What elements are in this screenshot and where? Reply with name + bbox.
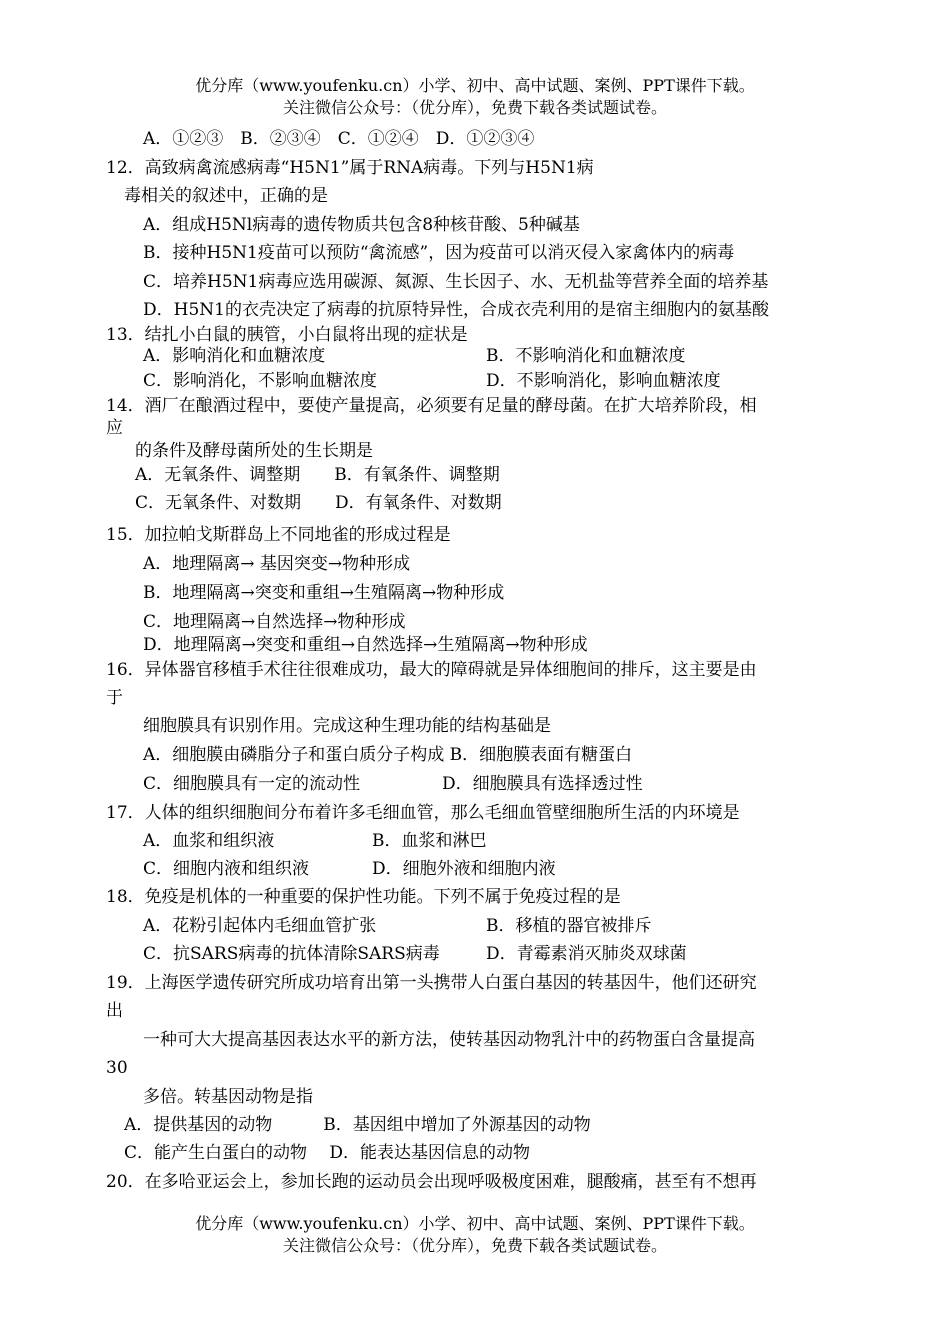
q14-stem-cont: 的条件及酵母菌所处的生长期是 — [135, 441, 373, 461]
q15-option-b: B．地理隔离→突变和重组→生殖隔离→物种形成 — [143, 583, 505, 603]
page-footer-line2: 关注微信公众号：（优分库），免费下载各类试题试卷。 — [282, 1236, 667, 1255]
q15-option-a: A．地理隔离→ 基因突变→物种形成 — [143, 554, 411, 574]
q18-stem: 18．免疫是机体的一种重要的保护性功能。下列不属于免疫过程的是 — [106, 887, 621, 907]
q18-option-a: A．花粉引起体内毛细血管扩张 — [143, 916, 377, 936]
q12-option-a: A．组成H5Nl病毒的遗传物质共包含8种核苷酸、5种碱基 — [143, 215, 580, 235]
q17-option-a: A．血浆和组织液 — [143, 831, 275, 851]
q19-stem-wrap: 出 — [106, 1001, 123, 1021]
q16-stem-cont: 细胞膜具有识别作用。完成这种生理功能的结构基础是 — [143, 716, 551, 736]
q15-option-d: D．地理隔离→突变和重组→自然选择→生殖隔离→物种形成 — [143, 635, 588, 655]
q13-option-b: B．不影响消化和血糖浓度 — [486, 346, 686, 366]
q16-options-ab: A．细胞膜由磷脂分子和蛋白质分子构成 B．细胞膜表面有糖蛋白 — [143, 745, 633, 765]
q20-stem: 20．在多哈亚运会上，参加长跑的运动员会出现呼吸极度困难，腿酸痛，甚至有不想再 — [106, 1172, 757, 1192]
page-header-line2: 关注微信公众号：（优分库），免费下载各类试题试卷。 — [282, 98, 667, 117]
q13-option-d: D．不影响消化，影响血糖浓度 — [486, 371, 721, 391]
q18-option-c: C．抗SARS病毒的抗体清除SARS病毒 — [143, 944, 440, 964]
q14-options-cd: C．无氧条件、对数期 D．有氧条件、对数期 — [135, 493, 502, 513]
q12-option-b: B．接种H5N1疫苗可以预防“禽流感”，因为疫苗可以消灭侵入家禽体内的病毒 — [143, 243, 735, 263]
q17-stem: 17．人体的组织细胞间分布着许多毛细血管，那么毛细血管壁细胞所生活的内环境是 — [106, 803, 740, 823]
q17-option-b: B．血浆和淋巴 — [372, 831, 487, 851]
q15-stem: 15．加拉帕戈斯群岛上不同地雀的形成过程是 — [106, 525, 451, 545]
q12-option-d: D．H5N1的衣壳决定了病毒的抗原特异性，合成衣壳利用的是宿主细胞内的氨基酸 — [143, 300, 769, 320]
q13-stem: 13．结扎小白鼠的胰管，小白鼠将出现的症状是 — [106, 325, 468, 345]
q17-option-d: D．细胞外液和细胞内液 — [372, 859, 556, 879]
q19-options-cd: C．能产生白蛋白的动物 D．能表达基因信息的动物 — [124, 1143, 531, 1163]
q18-option-b: B．移植的器官被排斥 — [486, 916, 652, 936]
q19-stem: 19．上海医学遗传研究所成功培育出第一头携带人白蛋白基因的转基因牛，他们还研究 — [106, 973, 757, 993]
q14-stem: 14．酒厂在酿酒过程中，要使产量提高，必须要有足量的酵母菌。在扩大培养阶段，相 — [106, 396, 757, 416]
q12-option-c: C．培养H5N1病毒应选用碳源、氮源、生长因子、水、无机盐等营养全面的培养基 — [143, 272, 769, 292]
q16-stem: 16．异体器官移植手术往往很难成功，最大的障碍就是异体细胞间的排斥，这主要是由 — [106, 660, 757, 680]
q14-stem-wrap: 应 — [106, 418, 123, 438]
page-footer-line1: 优分库（www.youfenku.cn）小学、初中、高中试题、案例、PPT课件下载。 — [195, 1214, 755, 1233]
q18-option-d: D．青霉素消灭肺炎双球菌 — [486, 944, 687, 964]
page-header-line1: 优分库（www.youfenku.cn）小学、初中、高中试题、案例、PPT课件下载。 — [195, 76, 755, 95]
q19-options-ab: A．提供基因的动物 B．基因组中增加了外源基因的动物 — [124, 1115, 591, 1135]
q19-stem-cont2: 多倍。转基因动物是指 — [143, 1087, 313, 1107]
q19-stem-cont: 一种可大大提高基因表达水平的新方法，使转基因动物乳汁中的药物蛋白含量提高 — [143, 1030, 755, 1050]
q15-option-c: C．地理隔离→自然选择→物种形成 — [143, 612, 406, 632]
q13-option-c: C．影响消化，不影响血糖浓度 — [143, 371, 378, 391]
q17-option-c: C．细胞内液和组织液 — [143, 859, 310, 879]
q16-stem-wrap: 于 — [106, 688, 123, 708]
q19-stem-wrap2: 30 — [106, 1058, 128, 1078]
q11-options: A．①②③ B．②③④ C．①②④ D．①②③④ — [143, 129, 535, 149]
q12-stem: 12．高致病禽流感病毒“H5N1”属于RNA病毒。下列与H5N1病 — [106, 158, 594, 178]
q13-option-a: A．影响消化和血糖浓度 — [143, 346, 326, 366]
q16-option-d: D．细胞膜具有选择透过性 — [442, 774, 643, 794]
q16-option-c: C．细胞膜具有一定的流动性 — [143, 774, 361, 794]
q14-options-ab: A．无氧条件、调整期 B．有氧条件、调整期 — [135, 465, 500, 485]
q12-stem-cont: 毒相关的叙述中，正确的是 — [124, 186, 328, 206]
